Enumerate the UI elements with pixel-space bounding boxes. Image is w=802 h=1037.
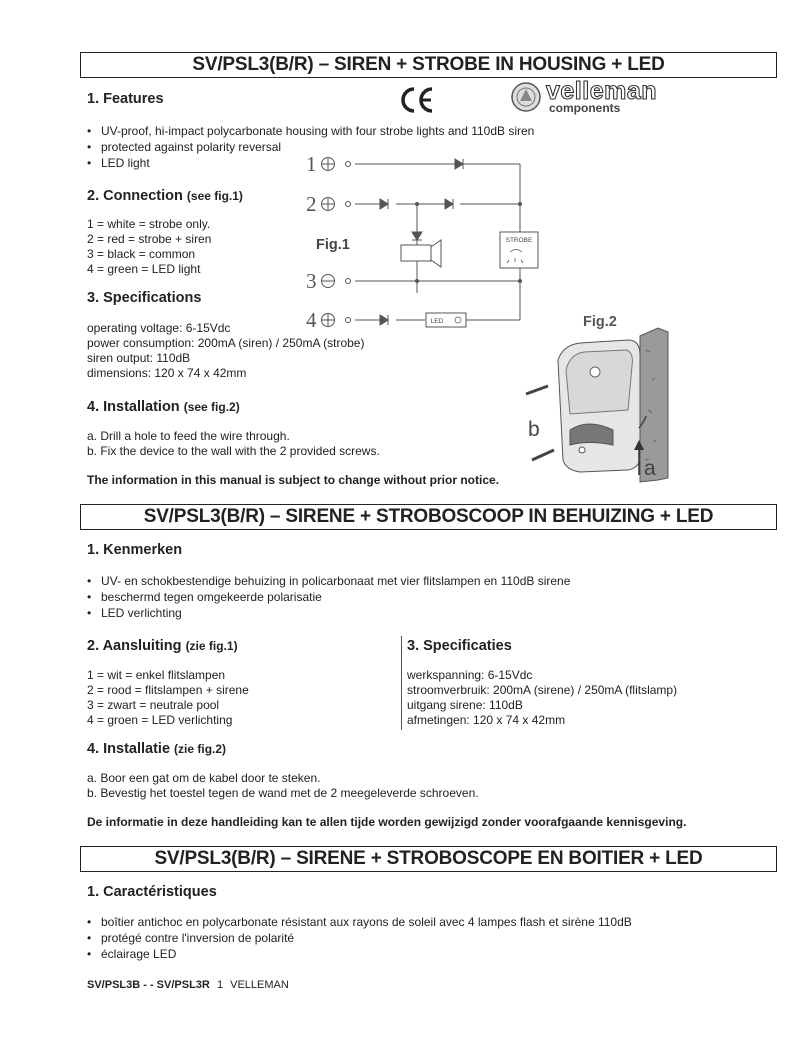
fig2-label-a: a [644, 457, 656, 480]
install-heading-en: 4. Installation (see fig.2) [87, 399, 240, 415]
list-item: • LED verlichting [87, 605, 570, 621]
terminal-3-label: 3 [306, 269, 317, 293]
brand-sub: components [549, 101, 621, 115]
list-item: 4 = green = LED light [87, 262, 201, 276]
list-item: b. Bevestig het toestel tegen de wand met de 2 meegeleverde schroeven. [87, 786, 479, 800]
list-item: siren output: 110dB [87, 351, 191, 365]
terminal-1-label: 1 [306, 152, 317, 176]
column-divider [401, 636, 402, 730]
list-item: • protégé contre l'inversion de polarité [87, 930, 632, 946]
list-item: power consumption: 200mA (siren) / 250mA (strobe) [87, 336, 365, 350]
list-item: • UV-proof, hi-impact polycarbonate housing with four strobe lights and 110dB siren [87, 123, 534, 139]
features-heading-nl: 1. Kenmerken [87, 542, 183, 558]
list-item: 4 = groen = LED verlichting [87, 713, 233, 727]
velleman-logo [508, 77, 674, 118]
list-item: • boîtier antichoc en polycarbonate résistant aux rayons de soleil avec 4 lampes flash et sirène 110dB [87, 914, 632, 930]
page-footer [87, 978, 289, 993]
title-fr: SV/PSL3(B/R) – SIRENE + STROBOSCOPE EN BOITIER + LED [80, 846, 777, 872]
strobe-label: STROBE [505, 237, 533, 244]
notice-nl: De informatie in deze handleiding kan te allen tijde worden gewijzigd zonder voorafgaande kennisgeving. [87, 815, 687, 829]
list-item: 3 = zwart = neutrale pool [87, 698, 220, 712]
list-item: afmetingen: 120 x 74 x 42mm [407, 713, 566, 727]
connection-heading-en: 2. Connection (see fig.1) [87, 188, 243, 204]
features-heading-fr: 1. Caractéristiques [87, 884, 217, 900]
features-list-fr [87, 914, 632, 962]
fig2-installation-illustration [518, 310, 688, 485]
footer-model: SV/PSL3B - - SV/PSL3R [87, 979, 210, 991]
specs-heading-en: 3. Specifications [87, 290, 202, 306]
list-item: 3 = black = common [87, 247, 196, 261]
list-item: • UV- en schokbestendige behuizing in policarbonaat met vier flitslampen en 110dB sirene [87, 573, 570, 589]
footer-page-number: 1 [216, 979, 224, 991]
list-item: • LED light [87, 155, 534, 171]
list-item: a. Boor een gat om de kabel door te steken. [87, 771, 321, 785]
velleman-emblem-icon [510, 81, 542, 113]
terminal-2-label: 2 [306, 192, 317, 216]
install-list-nl [87, 771, 479, 801]
list-item: dimensions: 120 x 74 x 42mm [87, 366, 247, 380]
list-item: • éclairage LED [87, 946, 632, 962]
list-item: operating voltage: 6-15Vdc [87, 321, 231, 335]
features-heading-en: 1. Features [87, 91, 164, 107]
terminal-4-label: 4 [306, 308, 317, 330]
list-item: b. Fix the device to the wall with the 2 provided screws. [87, 444, 380, 458]
fig2-label: Fig.2 [583, 314, 617, 330]
specs-list-nl [407, 668, 677, 728]
fig1-wiring-diagram [300, 150, 545, 330]
specs-heading-nl: 3. Specificaties [407, 638, 512, 654]
specs-list-en [87, 321, 364, 381]
brand-name: velleman [546, 77, 658, 105]
fig2-label-b: b [528, 418, 540, 441]
list-item: werkspanning: 6-15Vdc [407, 668, 533, 682]
ce-mark-icon [398, 86, 436, 114]
footer-brand: VELLEMAN [230, 979, 289, 991]
install-list-en [87, 429, 380, 459]
list-item: 2 = rood = flitslampen + sirene [87, 683, 249, 697]
title-en: SV/PSL3(B/R) – SIREN + STROBE IN HOUSING + LED [80, 52, 777, 78]
install-heading-nl: 4. Installatie (zie fig.2) [87, 741, 227, 757]
list-item: stroomverbruik: 200mA (sirene) / 250mA (flitslamp) [407, 683, 678, 697]
title-nl: SV/PSL3(B/R) – SIRENE + STROBOSCOOP IN BEHUIZING + LED [80, 504, 777, 530]
connection-heading-nl: 2. Aansluiting (zie fig.1) [87, 638, 238, 654]
fig1-label: Fig.1 [316, 237, 350, 253]
list-item: 1 = white = strobe only. [87, 217, 211, 231]
led-label: LED [430, 318, 444, 325]
notice-en: The information in this manual is subject to change without prior notice. [87, 473, 500, 487]
list-item: a. Drill a hole to feed the wire through. [87, 429, 290, 443]
list-item: 1 = wit = enkel flitslampen [87, 668, 226, 682]
connection-list-en [87, 217, 211, 277]
list-item: • beschermd tegen omgekeerde polarisatie [87, 589, 570, 605]
list-item: • protected against polarity reversal [87, 139, 534, 155]
list-item: 2 = red = strobe + siren [87, 232, 212, 246]
list-item: uitgang sirene: 110dB [407, 698, 523, 712]
connection-list-nl [87, 668, 249, 728]
features-list-nl [87, 573, 570, 621]
